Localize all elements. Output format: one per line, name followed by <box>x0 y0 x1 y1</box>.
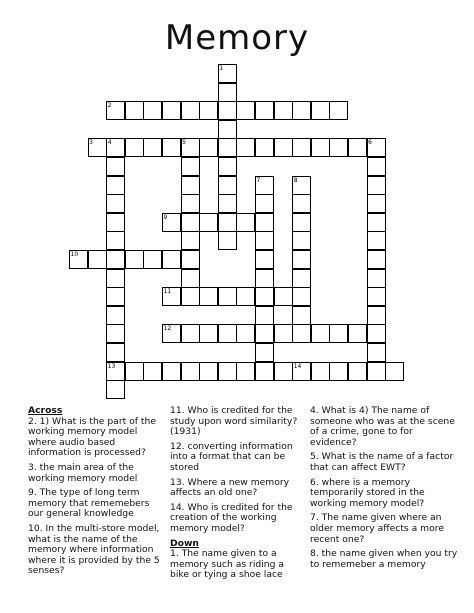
grid-cell[interactable] <box>367 157 386 176</box>
grid-cell[interactable] <box>106 269 125 288</box>
grid-cell[interactable] <box>255 101 274 120</box>
grid-number-10: 10 <box>70 251 79 258</box>
grid-cell[interactable] <box>255 213 274 232</box>
grid-cell[interactable] <box>162 138 181 157</box>
grid-cell[interactable] <box>292 138 311 157</box>
grid-cell[interactable] <box>218 101 237 120</box>
grid-cell[interactable] <box>218 324 237 343</box>
grid-cell[interactable] <box>367 362 386 381</box>
grid-cell[interactable] <box>125 101 144 120</box>
grid-cell[interactable] <box>143 362 162 381</box>
grid-cell[interactable] <box>125 138 144 157</box>
grid-cell[interactable] <box>199 101 218 120</box>
across-heading: Across <box>28 405 63 416</box>
grid-cell[interactable] <box>292 194 311 213</box>
grid-cell[interactable] <box>348 138 367 157</box>
grid-cell[interactable] <box>255 194 274 213</box>
grid-number-1: 1 <box>219 65 224 72</box>
grid-cell[interactable] <box>255 231 274 250</box>
grid-number-4: 4 <box>107 139 112 147</box>
clues-column-2 <box>170 406 304 585</box>
grid-cell[interactable] <box>162 362 181 381</box>
grid-cell[interactable] <box>106 306 125 325</box>
clue-down-1: 1. The name given to a memory such as riding a bike or tying a shoe lace <box>170 548 284 581</box>
grid-cell[interactable] <box>106 343 125 362</box>
grid-cell[interactable] <box>181 213 200 232</box>
grid-number-8: 8 <box>293 176 298 184</box>
grid-cell[interactable] <box>162 101 181 120</box>
grid-cell[interactable] <box>106 176 125 195</box>
grid-cell[interactable] <box>218 138 237 157</box>
clue-down-8: 8. the name given when you try to rememeber a memory <box>310 548 458 570</box>
grid-number-13: 13 <box>107 362 116 370</box>
grid-cell[interactable] <box>181 324 200 343</box>
grid-cell[interactable] <box>292 231 311 250</box>
grid-cell[interactable] <box>106 213 125 232</box>
grid-cell[interactable] <box>218 83 237 102</box>
grid-cell[interactable] <box>88 250 107 269</box>
grid-cell[interactable] <box>106 324 125 343</box>
grid-cell[interactable] <box>292 250 311 269</box>
grid-number-2: 2 <box>107 102 112 110</box>
grid-cell[interactable] <box>311 362 330 381</box>
grid-cell[interactable] <box>106 250 125 269</box>
clue-across-11: 11. Who is credited for the study upon word similarity? (1931) <box>170 405 298 438</box>
grid-cell[interactable] <box>236 287 255 306</box>
grid-cell[interactable] <box>199 138 218 157</box>
grid-cell[interactable] <box>181 231 200 250</box>
grid-cell[interactable] <box>367 194 386 213</box>
grid-cell[interactable] <box>181 250 200 269</box>
grid-cell[interactable] <box>218 157 237 176</box>
grid-cell[interactable] <box>181 157 200 176</box>
grid-cell[interactable] <box>162 250 181 269</box>
grid-number-6: 6 <box>368 139 372 147</box>
grid-cell[interactable] <box>143 250 162 269</box>
grid-cell[interactable] <box>255 343 274 362</box>
grid-cell[interactable] <box>385 362 404 381</box>
grid-cell[interactable] <box>236 362 255 381</box>
grid-number-3: 3 <box>89 139 93 147</box>
clue-across-12: 12. converting information into a format that can be stored <box>170 440 293 473</box>
grid-cell[interactable] <box>367 324 386 343</box>
grid-cell[interactable] <box>329 324 348 343</box>
grid-cell[interactable] <box>255 250 274 269</box>
grid-cell[interactable] <box>292 287 311 306</box>
grid-cell[interactable] <box>236 138 255 157</box>
clue-down-6: 6. where is a memory temporarily stored in the working memory model? <box>310 476 425 509</box>
grid-cell[interactable] <box>329 362 348 381</box>
grid-cell[interactable] <box>292 269 311 288</box>
grid-cell[interactable] <box>199 287 218 306</box>
grid-number-9: 9 <box>163 213 168 221</box>
clue-across-14: 14. Who is credited for the creation of the working memory model? <box>170 501 293 534</box>
grid-cell[interactable] <box>143 138 162 157</box>
grid-cell[interactable] <box>274 287 293 306</box>
grid-cell[interactable] <box>348 362 367 381</box>
grid-cell[interactable] <box>106 231 125 250</box>
grid-cell[interactable] <box>181 194 200 213</box>
clue-across-9: 9. The type of long term memory that rememebers our general knowledge <box>28 487 150 520</box>
grid-cell[interactable] <box>292 306 311 325</box>
clue-across-10: 10. In the multi-store model, what is the name of the memory where information where it is provided by the 5 senses? <box>28 522 160 577</box>
clue-across-3: 3. the main area of the working memory model <box>28 461 138 484</box>
grid-cell[interactable] <box>292 101 311 120</box>
grid-cell[interactable] <box>255 362 274 381</box>
grid-cell[interactable] <box>255 287 274 306</box>
grid-cell[interactable] <box>106 157 125 176</box>
grid-cell[interactable] <box>218 176 237 195</box>
grid-cell[interactable] <box>348 324 367 343</box>
grid-number-14: 14 <box>293 362 302 370</box>
grid-cell[interactable] <box>181 101 200 120</box>
grid-cell[interactable] <box>218 194 237 213</box>
grid-cell[interactable] <box>255 306 274 325</box>
grid-cell[interactable] <box>255 324 274 343</box>
grid-cell[interactable] <box>106 287 125 306</box>
clue-down-7: 7. The name given where an older memory affects a more recent one? <box>310 512 444 545</box>
clues-column-1 <box>28 406 162 581</box>
clue-across-13: 13. Where a new memory affects an old one? <box>170 476 290 499</box>
grid-number-5: 5 <box>182 139 186 147</box>
grid-cell[interactable] <box>255 138 274 157</box>
grid-number-12: 12 <box>163 325 172 333</box>
grid-cell[interactable] <box>218 287 237 306</box>
grid-cell[interactable] <box>274 138 293 157</box>
grid-cell[interactable] <box>125 250 144 269</box>
grid-cell[interactable] <box>181 176 200 195</box>
grid-cell[interactable] <box>218 120 237 139</box>
grid-cell[interactable] <box>181 269 200 288</box>
grid-cell[interactable] <box>181 287 200 306</box>
grid-cell[interactable] <box>367 231 386 250</box>
grid-cell[interactable] <box>218 213 237 232</box>
grid-cell[interactable] <box>311 101 330 120</box>
clues-column-3 <box>310 406 460 574</box>
grid-number-11: 11 <box>163 288 172 296</box>
grid-cell[interactable] <box>199 362 218 381</box>
grid-cell[interactable] <box>367 306 386 325</box>
grid-cell[interactable] <box>367 176 386 195</box>
grid-cell[interactable] <box>367 250 386 269</box>
grid-cell[interactable] <box>236 213 255 232</box>
grid-cell[interactable] <box>218 362 237 381</box>
puzzle-title: Memory <box>164 18 310 58</box>
grid-cell[interactable] <box>311 138 330 157</box>
clue-across-2: 2. 1) What is the part of the working memory model where audio based information is processed? <box>28 415 156 459</box>
grid-cell[interactable] <box>125 362 144 381</box>
grid-cell[interactable] <box>329 138 348 157</box>
grid-cell[interactable] <box>236 101 255 120</box>
clue-down-5: 5. What is the name of a factor that can affect EWT? <box>310 451 454 473</box>
grid-cell[interactable] <box>367 287 386 306</box>
grid-cell[interactable] <box>181 362 200 381</box>
grid-cell[interactable] <box>311 324 330 343</box>
grid-cell[interactable] <box>367 343 386 362</box>
grid-cell[interactable] <box>106 380 125 399</box>
clue-down-4: 4. What is 4) The name of someone who was at the scene of a crime, gone to for evidence? <box>310 405 455 448</box>
grid-cell[interactable] <box>199 213 218 232</box>
grid-cell[interactable] <box>274 324 293 343</box>
grid-cell[interactable] <box>236 324 255 343</box>
grid-cell[interactable] <box>367 269 386 288</box>
grid-cell[interactable] <box>274 362 293 381</box>
grid-cell[interactable] <box>292 213 311 232</box>
grid-cell[interactable] <box>367 213 386 232</box>
grid-cell[interactable] <box>292 324 311 343</box>
grid-cell[interactable] <box>218 231 237 250</box>
grid-cell[interactable] <box>143 101 162 120</box>
grid-cell[interactable] <box>106 194 125 213</box>
grid-number-7: 7 <box>256 176 261 184</box>
down-heading: Down <box>170 537 199 549</box>
grid-cell[interactable] <box>274 101 293 120</box>
grid-cell[interactable] <box>329 101 348 120</box>
grid-cell[interactable] <box>255 269 274 288</box>
grid-cell[interactable] <box>199 324 218 343</box>
